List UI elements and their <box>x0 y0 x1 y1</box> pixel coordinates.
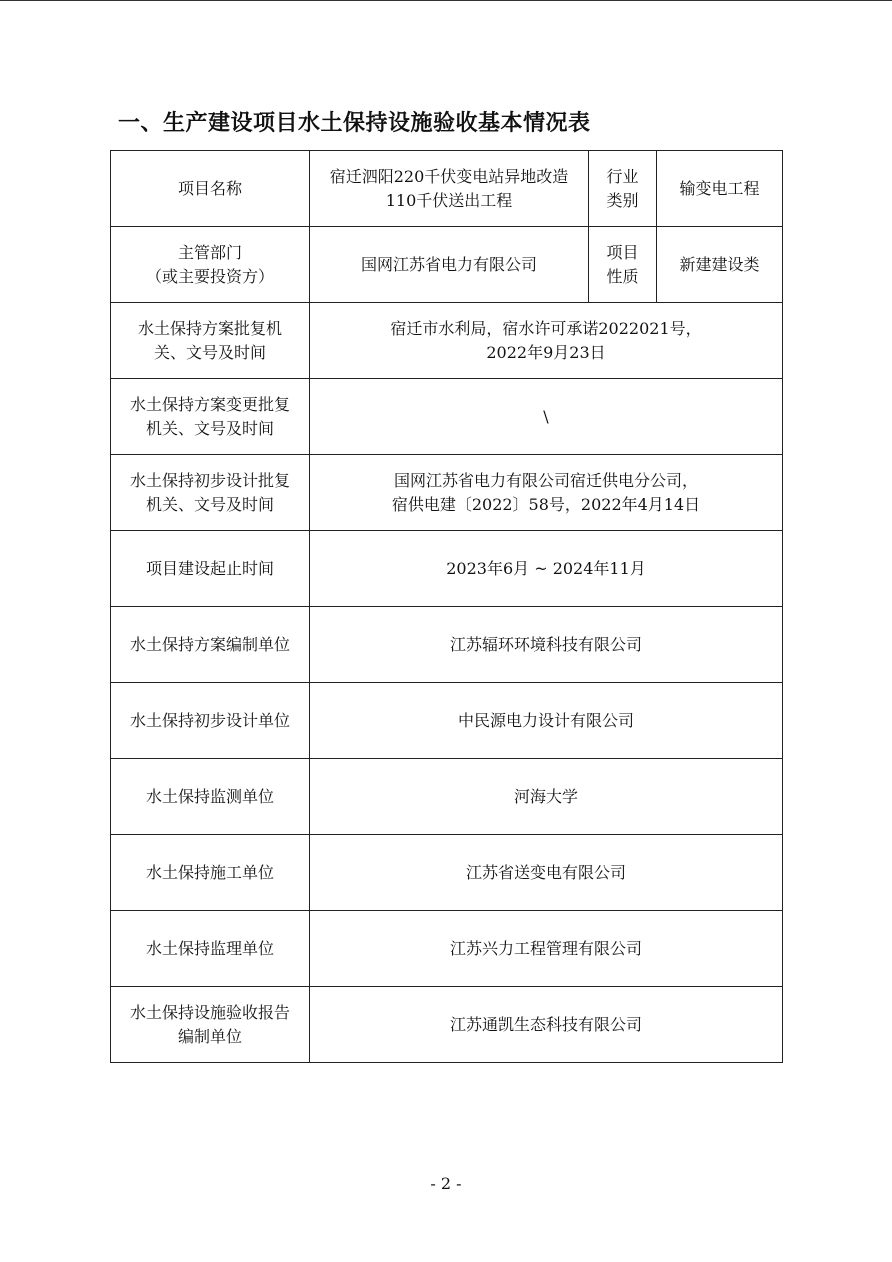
report-unit-label <box>111 987 310 1063</box>
industry-category-label-line2: 类别 <box>606 190 639 210</box>
design-approval-label <box>111 455 310 531</box>
project-name-label: 项目名称 <box>111 151 310 227</box>
department-label <box>111 227 310 303</box>
design-approval-value-line2: 宿供电建〔2022〕58号，2022年4月14日 <box>391 494 701 514</box>
construction-period-label: 项目建设起止时间 <box>111 531 310 607</box>
page-heading: 一、生产建设项目水土保持设施验收基本情况表 <box>118 111 591 136</box>
table-row-design-approval <box>111 455 783 531</box>
project-name-value-line1: 宿迁泗阳220千伏变电站异地改造 <box>329 166 569 186</box>
project-nature-label-line2: 性质 <box>606 266 639 286</box>
construction-period-value: 2023年6月 ~ 2024年11月 <box>310 531 783 607</box>
plan-approval-label-line2: 关、文号及时间 <box>153 342 266 362</box>
monitoring-unit-value: 河海大学 <box>310 759 783 835</box>
table-row-plan-unit <box>111 607 783 683</box>
project-nature-label <box>589 227 657 303</box>
plan-change-label <box>111 379 310 455</box>
industry-category-label <box>589 151 657 227</box>
page-number: - 2 - <box>430 1174 462 1193</box>
table-row-project-name <box>111 151 783 227</box>
report-unit-label-line2: 编制单位 <box>177 1026 242 1046</box>
table-row-plan-change <box>111 379 783 455</box>
design-approval-value-line1: 国网江苏省电力有限公司宿迁供电分公司， <box>393 470 698 490</box>
table-row-plan-approval <box>111 303 783 379</box>
table-row-supervision-unit <box>111 911 783 987</box>
design-approval-label-line1: 水土保持初步设计批复 <box>129 470 290 490</box>
industry-category-label-line1: 行业 <box>606 166 639 186</box>
industry-category-value: 输变电工程 <box>657 151 783 227</box>
construction-unit-value: 江苏省送变电有限公司 <box>310 835 783 911</box>
supervision-unit-value: 江苏兴力工程管理有限公司 <box>310 911 783 987</box>
department-label-line2: （或主要投资方） <box>145 266 274 286</box>
plan-change-label-line2: 机关、文号及时间 <box>145 418 274 438</box>
report-unit-value: 江苏通凯生态科技有限公司 <box>310 987 783 1063</box>
plan-change-label-line1: 水土保持方案变更批复 <box>129 394 290 414</box>
project-nature-label-line1: 项目 <box>606 242 639 262</box>
plan-approval-value <box>310 303 783 379</box>
supervision-unit-label: 水土保持监理单位 <box>111 911 310 987</box>
project-name-value <box>310 151 589 227</box>
plan-unit-label: 水土保持方案编制单位 <box>111 607 310 683</box>
project-name-value-line2: 110千伏送出工程 <box>385 190 513 210</box>
plan-approval-label-line1: 水土保持方案批复机 <box>137 318 282 338</box>
design-unit-value: 中民源电力设计有限公司 <box>310 683 783 759</box>
plan-approval-value-line2: 2022年9月23日 <box>486 342 606 362</box>
report-unit-label-line1: 水土保持设施验收报告 <box>129 1002 290 1022</box>
table-row-department <box>111 227 783 303</box>
monitoring-unit-label: 水土保持监测单位 <box>111 759 310 835</box>
design-approval-value <box>310 455 783 531</box>
department-value: 国网江苏省电力有限公司 <box>310 227 589 303</box>
plan-approval-label <box>111 303 310 379</box>
table-row-report-unit <box>111 987 783 1063</box>
table-row-monitoring-unit <box>111 759 783 835</box>
design-approval-label-line2: 机关、文号及时间 <box>145 494 274 514</box>
table-row-design-unit <box>111 683 783 759</box>
plan-approval-value-line1: 宿迁市水利局，宿水许可承诺2022021号， <box>390 318 702 338</box>
top-rule <box>0 0 892 1</box>
table-row-construction-unit <box>111 835 783 911</box>
table-row-construction-period <box>111 531 783 607</box>
design-unit-label: 水土保持初步设计单位 <box>111 683 310 759</box>
acceptance-info-table <box>110 150 783 1063</box>
plan-change-value: \ <box>310 379 783 455</box>
project-nature-value: 新建建设类 <box>657 227 783 303</box>
department-label-line1: 主管部门 <box>177 242 242 262</box>
plan-unit-value: 江苏辐环环境科技有限公司 <box>310 607 783 683</box>
construction-unit-label: 水土保持施工单位 <box>111 835 310 911</box>
